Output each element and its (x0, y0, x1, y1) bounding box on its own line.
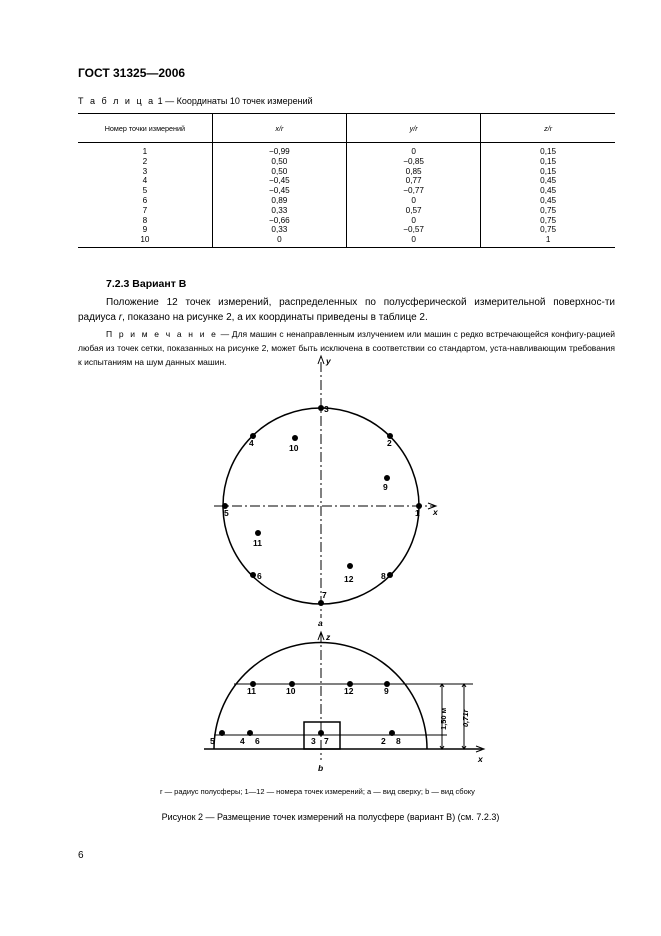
table-cell: 0 (347, 216, 481, 226)
side-point-label-7: 7 (324, 736, 329, 746)
side-point-label-6: 6 (255, 736, 260, 746)
table-cell: 8 (142, 215, 148, 225)
paragraph-text-b: , показано на рисунке 2, а их координаты приведены в таблице 2. (122, 312, 428, 323)
point-marker (389, 730, 395, 736)
table-cell: 1 (142, 147, 148, 156)
table-cell: 0 (347, 143, 481, 157)
table-cell: 6 (142, 195, 148, 205)
table-cell: 0,75 (481, 216, 615, 226)
table-cell: 0 (347, 196, 481, 206)
column-header-z: z/r (481, 114, 615, 143)
axis-y-label: y (326, 356, 331, 366)
table-cell: 0,45 (481, 176, 615, 186)
table-cell: 0,89 (212, 196, 346, 206)
top-view-labels (224, 356, 439, 628)
table-cell: 0,85 (347, 167, 481, 177)
side-point-label-10: 10 (286, 686, 296, 696)
top-view (214, 356, 436, 618)
point-label-4: 4 (249, 438, 254, 448)
point-marker (387, 572, 393, 578)
table-cell: 0,15 (481, 167, 615, 177)
side-point-label-12: 12 (344, 686, 354, 696)
axis-x-label-top: x (433, 507, 438, 517)
side-view (204, 632, 484, 760)
point-label-8: 8 (381, 571, 386, 581)
point-marker (247, 730, 253, 736)
dimension-label-1: 1,50 м (439, 707, 448, 730)
side-point-label-2: 2 (381, 736, 386, 746)
note-text: — Для машин с ненаправленным излучением или машин с редко встречающейся конфигу-рацией любая из точек сетки, показанных на рисунке 2, может быть исключена в соответствии со стандартом, уста-навливающим требования к испытаниям на шум данных машин. (78, 329, 615, 367)
table-cell: 0,15 (481, 143, 615, 157)
table-cell: 9 (142, 225, 148, 235)
point-label-10: 10 (289, 443, 299, 453)
table-cell: 5 (142, 186, 148, 196)
point-label-5: 5 (224, 508, 229, 518)
side-point-label-8: 8 (396, 736, 401, 746)
point-marker (250, 572, 256, 578)
point-label-3: 3 (324, 404, 329, 414)
table-cell: 0,33 (212, 225, 346, 235)
side-view-labels (210, 632, 484, 773)
dimension-label-2: 0,71r (461, 709, 470, 727)
point-marker (255, 530, 261, 536)
note-label: П р и м е ч а н и е (106, 329, 218, 339)
side-point-label-3: 3 (311, 736, 316, 746)
table-cell: −0,99 (212, 143, 346, 157)
point-label-6: 6 (257, 571, 262, 581)
table-cell: 0 (212, 235, 346, 247)
side-view-points (219, 681, 395, 736)
table-cell: 0,50 (212, 167, 346, 177)
point-marker (384, 475, 390, 481)
table-cell: −0,85 (347, 157, 481, 167)
page-number: 6 (78, 850, 84, 861)
table-cell: 0,57 (347, 206, 481, 216)
table-cell: −0,57 (347, 225, 481, 235)
table-cell: 4 (142, 176, 148, 186)
point-marker (347, 563, 353, 569)
table-cell: 0 (347, 235, 481, 247)
side-point-label-5: 5 (210, 736, 215, 746)
side-point-label-11: 11 (247, 686, 256, 696)
point-label-11: 11 (253, 538, 262, 548)
table-cell: −0,66 (212, 216, 346, 226)
column-header-x: x/r (212, 114, 346, 143)
point-marker (292, 435, 298, 441)
table-cell: 7 (142, 205, 148, 215)
table-cell: 0,45 (481, 196, 615, 206)
table-cell: 0,77 (347, 176, 481, 186)
column-header-point: Номер точки измерений (78, 114, 212, 143)
table-cell: 0,50 (212, 157, 346, 167)
point-label-7: 7 (322, 590, 327, 600)
table-cell: 0,75 (481, 206, 615, 216)
point-label-2: 2 (387, 438, 392, 448)
table-cell: 3 (142, 166, 148, 176)
table-cell: 0,75 (481, 225, 615, 235)
table-caption-prefix: Т а б л и ц а (78, 96, 156, 106)
table-cell: 10 (78, 235, 212, 247)
side-point-label-4: 4 (240, 736, 245, 746)
point-label-1: 1 (415, 508, 420, 518)
document-title: ГОСТ 31325—2006 (78, 66, 186, 80)
point-marker (219, 730, 225, 736)
point-marker (318, 600, 324, 606)
axis-z-label: z (326, 632, 331, 642)
view-a-label: a (318, 618, 323, 628)
side-point-label-9: 9 (384, 686, 389, 696)
point-label-12: 12 (344, 574, 354, 584)
column-header-y: y/r (347, 114, 481, 143)
table-cell: −0,45 (212, 176, 346, 186)
section-heading: 7.2.3 Вариант В (106, 278, 187, 290)
paragraph-radius-symbol: r (118, 312, 123, 323)
table-cell: −0,45 (212, 186, 346, 196)
figure-caption: Рисунок 2 — Размещение точек измерений на полусфере (вариант В) (см. 7.2.3) (161, 812, 500, 822)
table-cell: 0,45 (481, 186, 615, 196)
axis-x-label-side: x (478, 754, 483, 764)
table-cell: 0,15 (481, 157, 615, 167)
point-label-9: 9 (383, 482, 388, 492)
table-cell: 1 (481, 235, 615, 247)
table-cell: 2 (142, 156, 148, 166)
table-caption-text: 1 — Координаты 10 точек измерений (155, 96, 313, 106)
table-cell: −0,77 (347, 186, 481, 196)
paragraph-text-a: Положение 12 точек измерений, распределенных по полусферической измерительной поверхнос-ти радиуса (78, 297, 615, 323)
view-b-label: b (318, 763, 324, 773)
table-cell: 0,33 (212, 206, 346, 216)
figure-legend: r — радиус полусферы; 1—12 — номера точек измерений; a — вид сверху; b — вид сбоку (160, 787, 475, 796)
